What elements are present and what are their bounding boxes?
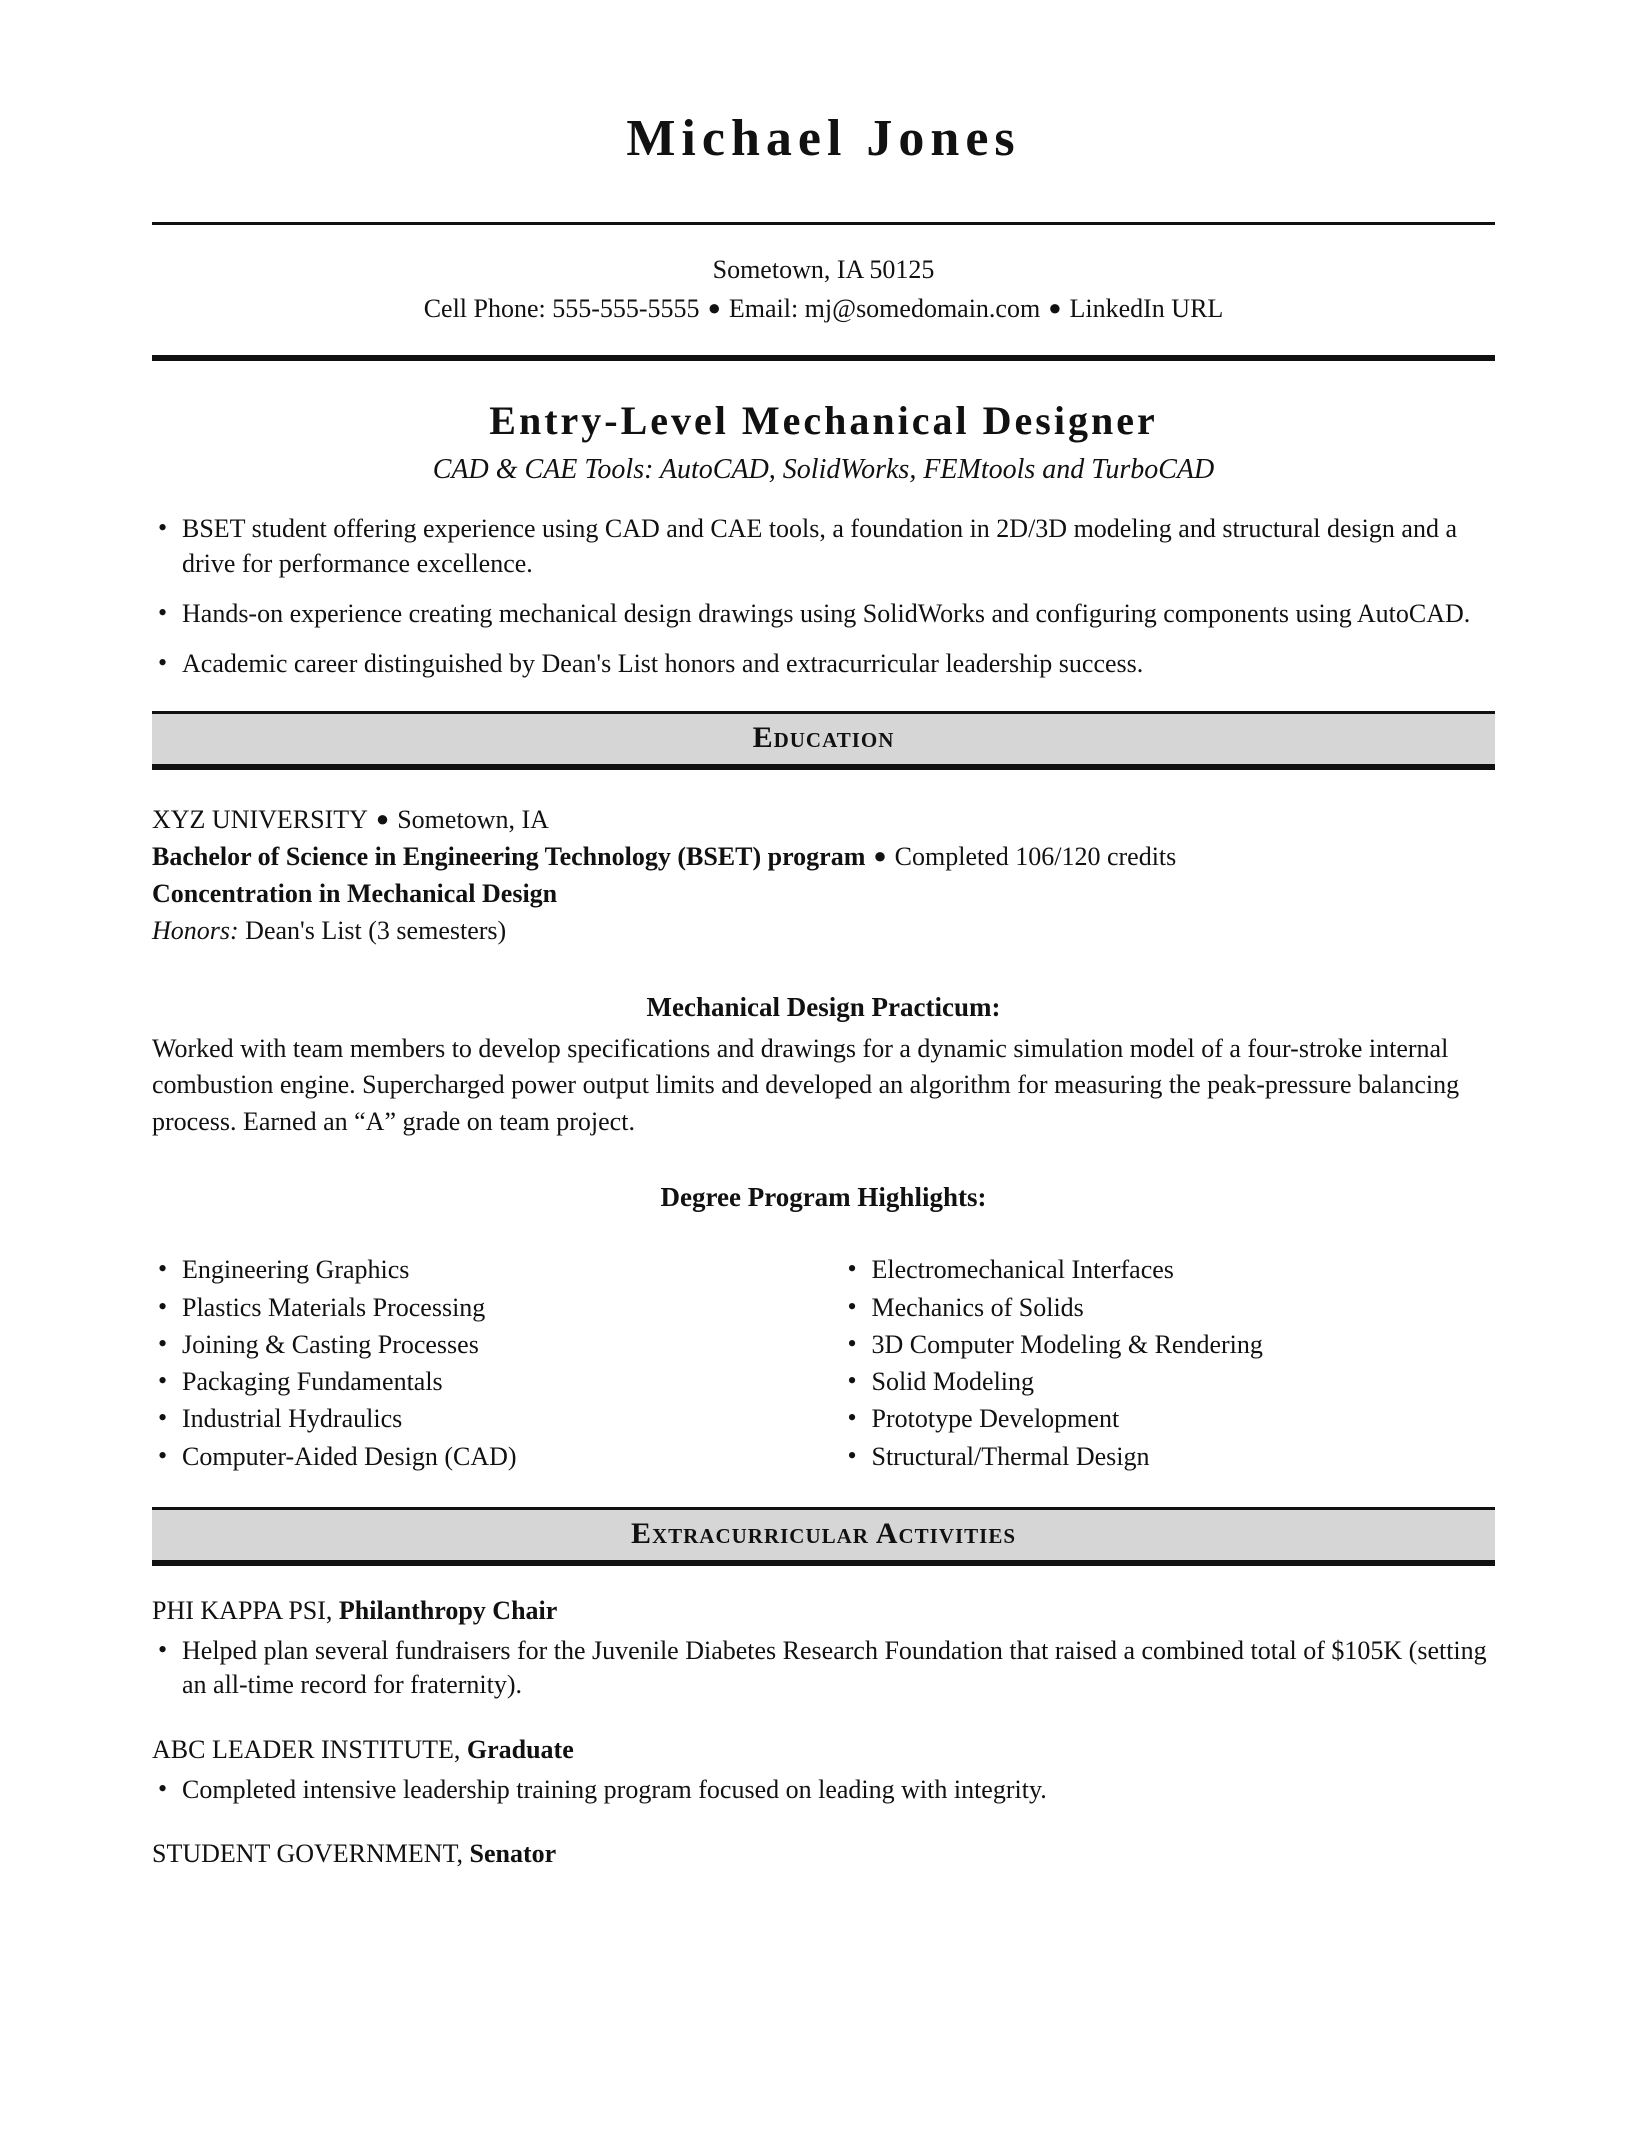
honors-label: Honors:: [152, 916, 239, 946]
activity-bullet-list: [152, 1634, 1495, 1703]
section-header-education: [152, 711, 1495, 770]
section-header-activities: [152, 1507, 1495, 1566]
header-divider-top: [152, 222, 1495, 225]
highlight-item: • Plastics Materials Processing: [152, 1291, 806, 1325]
highlight-item: • Structural/Thermal Design: [842, 1440, 1496, 1474]
contact-location: Sometown, IA 50125: [712, 255, 935, 285]
bullet-separator-icon: ●: [707, 295, 721, 321]
activity-org: STUDENT GOVERNMENT,: [152, 1839, 470, 1869]
highlight-item: • Mechanics of Solids: [842, 1291, 1496, 1325]
education-honors-line: [152, 913, 1495, 950]
activities-block: [152, 1596, 1495, 1869]
section-title: Education: [752, 721, 895, 755]
degree-credits: Completed 106/120 credits: [894, 842, 1177, 872]
tools-line: CAD & CAE Tools: AutoCAD, SolidWorks, FEMtools and TurboCAD: [432, 454, 1215, 486]
resume-content: [152, 0, 1495, 1869]
highlight-item: • Electromechanical Interfaces: [842, 1253, 1496, 1287]
summary-bullet-list: [152, 512, 1495, 681]
school-location: Sometown, IA: [397, 805, 549, 835]
contact-details: [152, 289, 1495, 328]
activity-role: Senator: [469, 1839, 557, 1869]
education-block: [152, 802, 1495, 950]
highlights-list-left: [152, 1253, 806, 1474]
highlight-item: • Engineering Graphics: [152, 1253, 806, 1287]
activity-role: Graduate: [466, 1734, 574, 1764]
activity-entry-header: [152, 1839, 1495, 1869]
concentration: Concentration in Mechanical Design: [152, 879, 558, 909]
activity-entry-header: [152, 1596, 1495, 1626]
bullet-separator-icon: ●: [873, 843, 887, 869]
job-title: Entry-Level Mechanical Designer: [489, 398, 1158, 444]
contact-phone: Cell Phone: 555-555-5555: [423, 294, 700, 324]
education-school-line: [152, 802, 1495, 839]
summary-bullet: • Hands-on experience creating mechanical design drawings using SolidWorks and configuring components using AutoCAD.: [152, 597, 1495, 631]
highlight-item: • Industrial Hydraulics: [152, 1402, 806, 1436]
activity-org: ABC LEADER INSTITUTE,: [152, 1734, 467, 1764]
highlight-item: • Packaging Fundamentals: [152, 1365, 806, 1399]
highlights-columns: [152, 1227, 1495, 1477]
highlight-item: • Joining & Casting Processes: [152, 1328, 806, 1362]
section-title: Extracurricular Activities: [630, 1517, 1017, 1551]
practicum-heading: Mechanical Design Practicum:: [646, 992, 1001, 1023]
activity-spacer: [152, 1709, 1495, 1735]
highlight-item: • Prototype Development: [842, 1402, 1496, 1436]
school-name: XYZ UNIVERSITY: [152, 805, 368, 835]
bullet-separator-icon: ●: [1048, 295, 1062, 321]
contact-block: [152, 250, 1495, 328]
education-degree-line: [152, 839, 1495, 876]
activity-bullet: • Completed intensive leadership training program focused on leading with integrity.: [152, 1773, 1495, 1807]
activity-bullet: • Helped plan several fundraisers for the Juvenile Diabetes Research Foundation that raised a combined total of $105K (setting an all-time record for fraternity).: [152, 1634, 1495, 1703]
highlights-list-right: [842, 1253, 1496, 1474]
header-divider-bottom: [152, 355, 1495, 361]
contact-linkedin[interactable]: LinkedIn URL: [1069, 294, 1224, 324]
activity-role: Philanthropy Chair: [338, 1596, 558, 1626]
contact-email[interactable]: Email: mj@somedomain.com: [728, 294, 1041, 324]
activity-org: PHI KAPPA PSI,: [152, 1596, 339, 1626]
highlight-item: • Solid Modeling: [842, 1365, 1496, 1399]
education-concentration-line: [152, 876, 1495, 913]
highlight-item: • 3D Computer Modeling & Rendering: [842, 1328, 1496, 1362]
honors-value: Dean's List (3 semesters): [245, 916, 507, 946]
activity-spacer: [152, 1813, 1495, 1839]
summary-bullet: • BSET student offering experience using CAD and CAE tools, a foundation in 2D/3D modeling and structural design and a drive for performance excellence.: [152, 512, 1495, 581]
summary-bullet: • Academic career distinguished by Dean's List honors and extracurricular leadership success.: [152, 647, 1495, 681]
candidate-name: Michael Jones: [626, 110, 1021, 167]
highlight-item: • Computer-Aided Design (CAD): [152, 1440, 806, 1474]
activity-entry-header: [152, 1735, 1495, 1765]
degree-name: Bachelor of Science in Engineering Technology (BSET) program: [152, 842, 866, 872]
highlights-column-right: [806, 1227, 1496, 1477]
practicum-text: Worked with team members to develop specifications and drawings for a dynamic simulation model of a four-stroke internal combustion engine. Supercharged power output limits and developed an algorithm for measuring the peak-pressure balancing process. Earned an “A” grade on team project.: [152, 1034, 1460, 1136]
highlights-column-left: [152, 1227, 806, 1477]
activity-bullet-list: [152, 1773, 1495, 1807]
highlights-heading: Degree Program Highlights:: [660, 1182, 987, 1213]
bullet-separator-icon: ●: [375, 806, 390, 832]
